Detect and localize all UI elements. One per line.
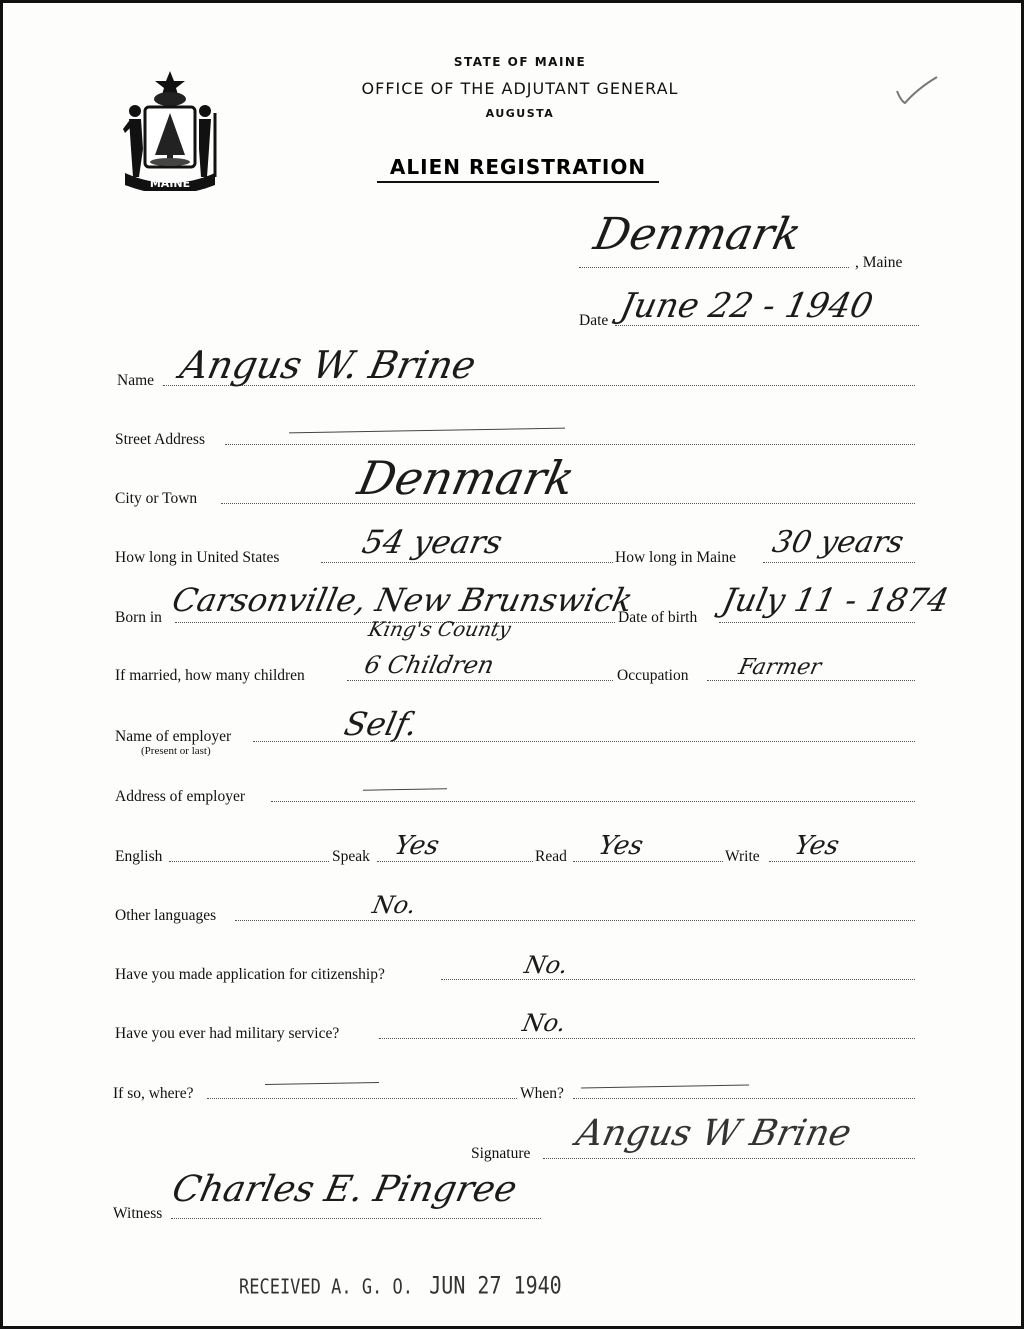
write-line xyxy=(769,861,915,862)
military-value: No. xyxy=(520,1009,569,1037)
read-line xyxy=(573,861,723,862)
speak-value: Yes xyxy=(391,831,442,861)
name-value: Angus W. Brine xyxy=(176,343,480,387)
name-label: Name xyxy=(117,372,155,389)
employer-name-label: Name of employer xyxy=(115,728,232,745)
signature-line xyxy=(543,1158,915,1159)
received-stamp xyxy=(239,1271,562,1300)
employer-note-label: (Present or last) xyxy=(141,745,211,757)
if-so-where-line xyxy=(207,1098,517,1099)
english-label: English xyxy=(115,848,163,865)
city-heading: AUGUSTA xyxy=(485,107,555,120)
employer-address-label: Address of employer xyxy=(115,788,245,805)
occupation-line xyxy=(707,680,915,681)
when-line xyxy=(573,1098,915,1099)
city-or-town-label: City or Town xyxy=(115,490,198,507)
date-of-birth-value: July 11 - 1874 xyxy=(718,581,953,619)
signature-value: Angus W Brine xyxy=(572,1113,855,1154)
town-suffix-label: , Maine xyxy=(855,254,903,271)
witness-value: Charles E. Pingree xyxy=(168,1169,521,1210)
svg-text:MAINE: MAINE xyxy=(149,177,191,190)
date-of-birth-line xyxy=(719,622,915,623)
born-in-county: King's County xyxy=(366,617,514,641)
when-dash xyxy=(581,1085,749,1089)
speak-line xyxy=(377,861,533,862)
received-stamp-date: JUN 27 1940 xyxy=(429,1270,562,1300)
street-address-line xyxy=(225,444,915,445)
citizenship-line xyxy=(441,979,915,980)
if-so-where-label: If so, where? xyxy=(113,1085,194,1102)
other-languages-line xyxy=(235,920,915,921)
how-long-us-line xyxy=(321,562,613,563)
check-mark-icon xyxy=(895,75,939,105)
witness-line xyxy=(171,1218,541,1219)
signature-label: Signature xyxy=(471,1145,531,1162)
other-languages-label: Other languages xyxy=(115,907,217,924)
received-stamp-text: RECEIVED A. G. O. xyxy=(239,1275,413,1300)
how-long-maine-line xyxy=(763,562,915,563)
other-languages-value: No. xyxy=(370,891,419,919)
occupation-value: Farmer xyxy=(736,655,824,680)
military-label: Have you ever had military service? xyxy=(115,1025,340,1042)
write-label: Write xyxy=(725,848,760,865)
employer-name-value: Self. xyxy=(340,705,422,743)
how-long-us-label: How long in United States xyxy=(115,549,280,566)
born-in-value: Carsonville, New Brunswick xyxy=(168,581,637,619)
form-title: ALIEN REGISTRATION xyxy=(377,155,659,183)
citizenship-value: No. xyxy=(522,951,571,979)
town-line xyxy=(579,267,849,268)
military-line xyxy=(379,1038,915,1039)
city-or-town-value: Denmark xyxy=(353,451,580,505)
employer-address-line xyxy=(271,801,915,802)
date-label: Date xyxy=(579,312,609,329)
how-long-maine-value: 30 years xyxy=(769,525,907,560)
how-long-us-value: 54 years xyxy=(358,523,506,561)
occupation-label: Occupation xyxy=(617,667,689,684)
children-value: 6 Children xyxy=(362,651,497,679)
date-value: June 22 - 1940 xyxy=(616,286,877,326)
married-children-label: If married, how many children xyxy=(115,667,305,684)
street-address-dash xyxy=(289,428,565,434)
born-in-label: Born in xyxy=(115,609,162,626)
read-value: Yes xyxy=(595,831,646,861)
town-value: Denmark xyxy=(589,209,806,260)
when-label: When? xyxy=(520,1085,564,1102)
state-heading: STATE OF MAINE xyxy=(453,55,587,69)
office-heading: OFFICE OF THE ADJUTANT GENERAL xyxy=(361,79,679,98)
if-so-where-dash xyxy=(265,1082,379,1085)
street-address-label: Street Address xyxy=(115,431,205,448)
witness-label: Witness xyxy=(113,1205,163,1222)
employer-address-dash xyxy=(363,788,447,790)
english-line xyxy=(169,861,329,862)
citizenship-label: Have you made application for citizenship? xyxy=(115,966,385,983)
married-children-line xyxy=(347,680,613,681)
date-of-birth-label: Date of birth xyxy=(618,609,698,626)
write-value: Yes xyxy=(791,831,842,861)
how-long-maine-label: How long in Maine xyxy=(615,549,736,566)
speak-label: Speak xyxy=(332,848,370,865)
read-label: Read xyxy=(535,848,567,865)
